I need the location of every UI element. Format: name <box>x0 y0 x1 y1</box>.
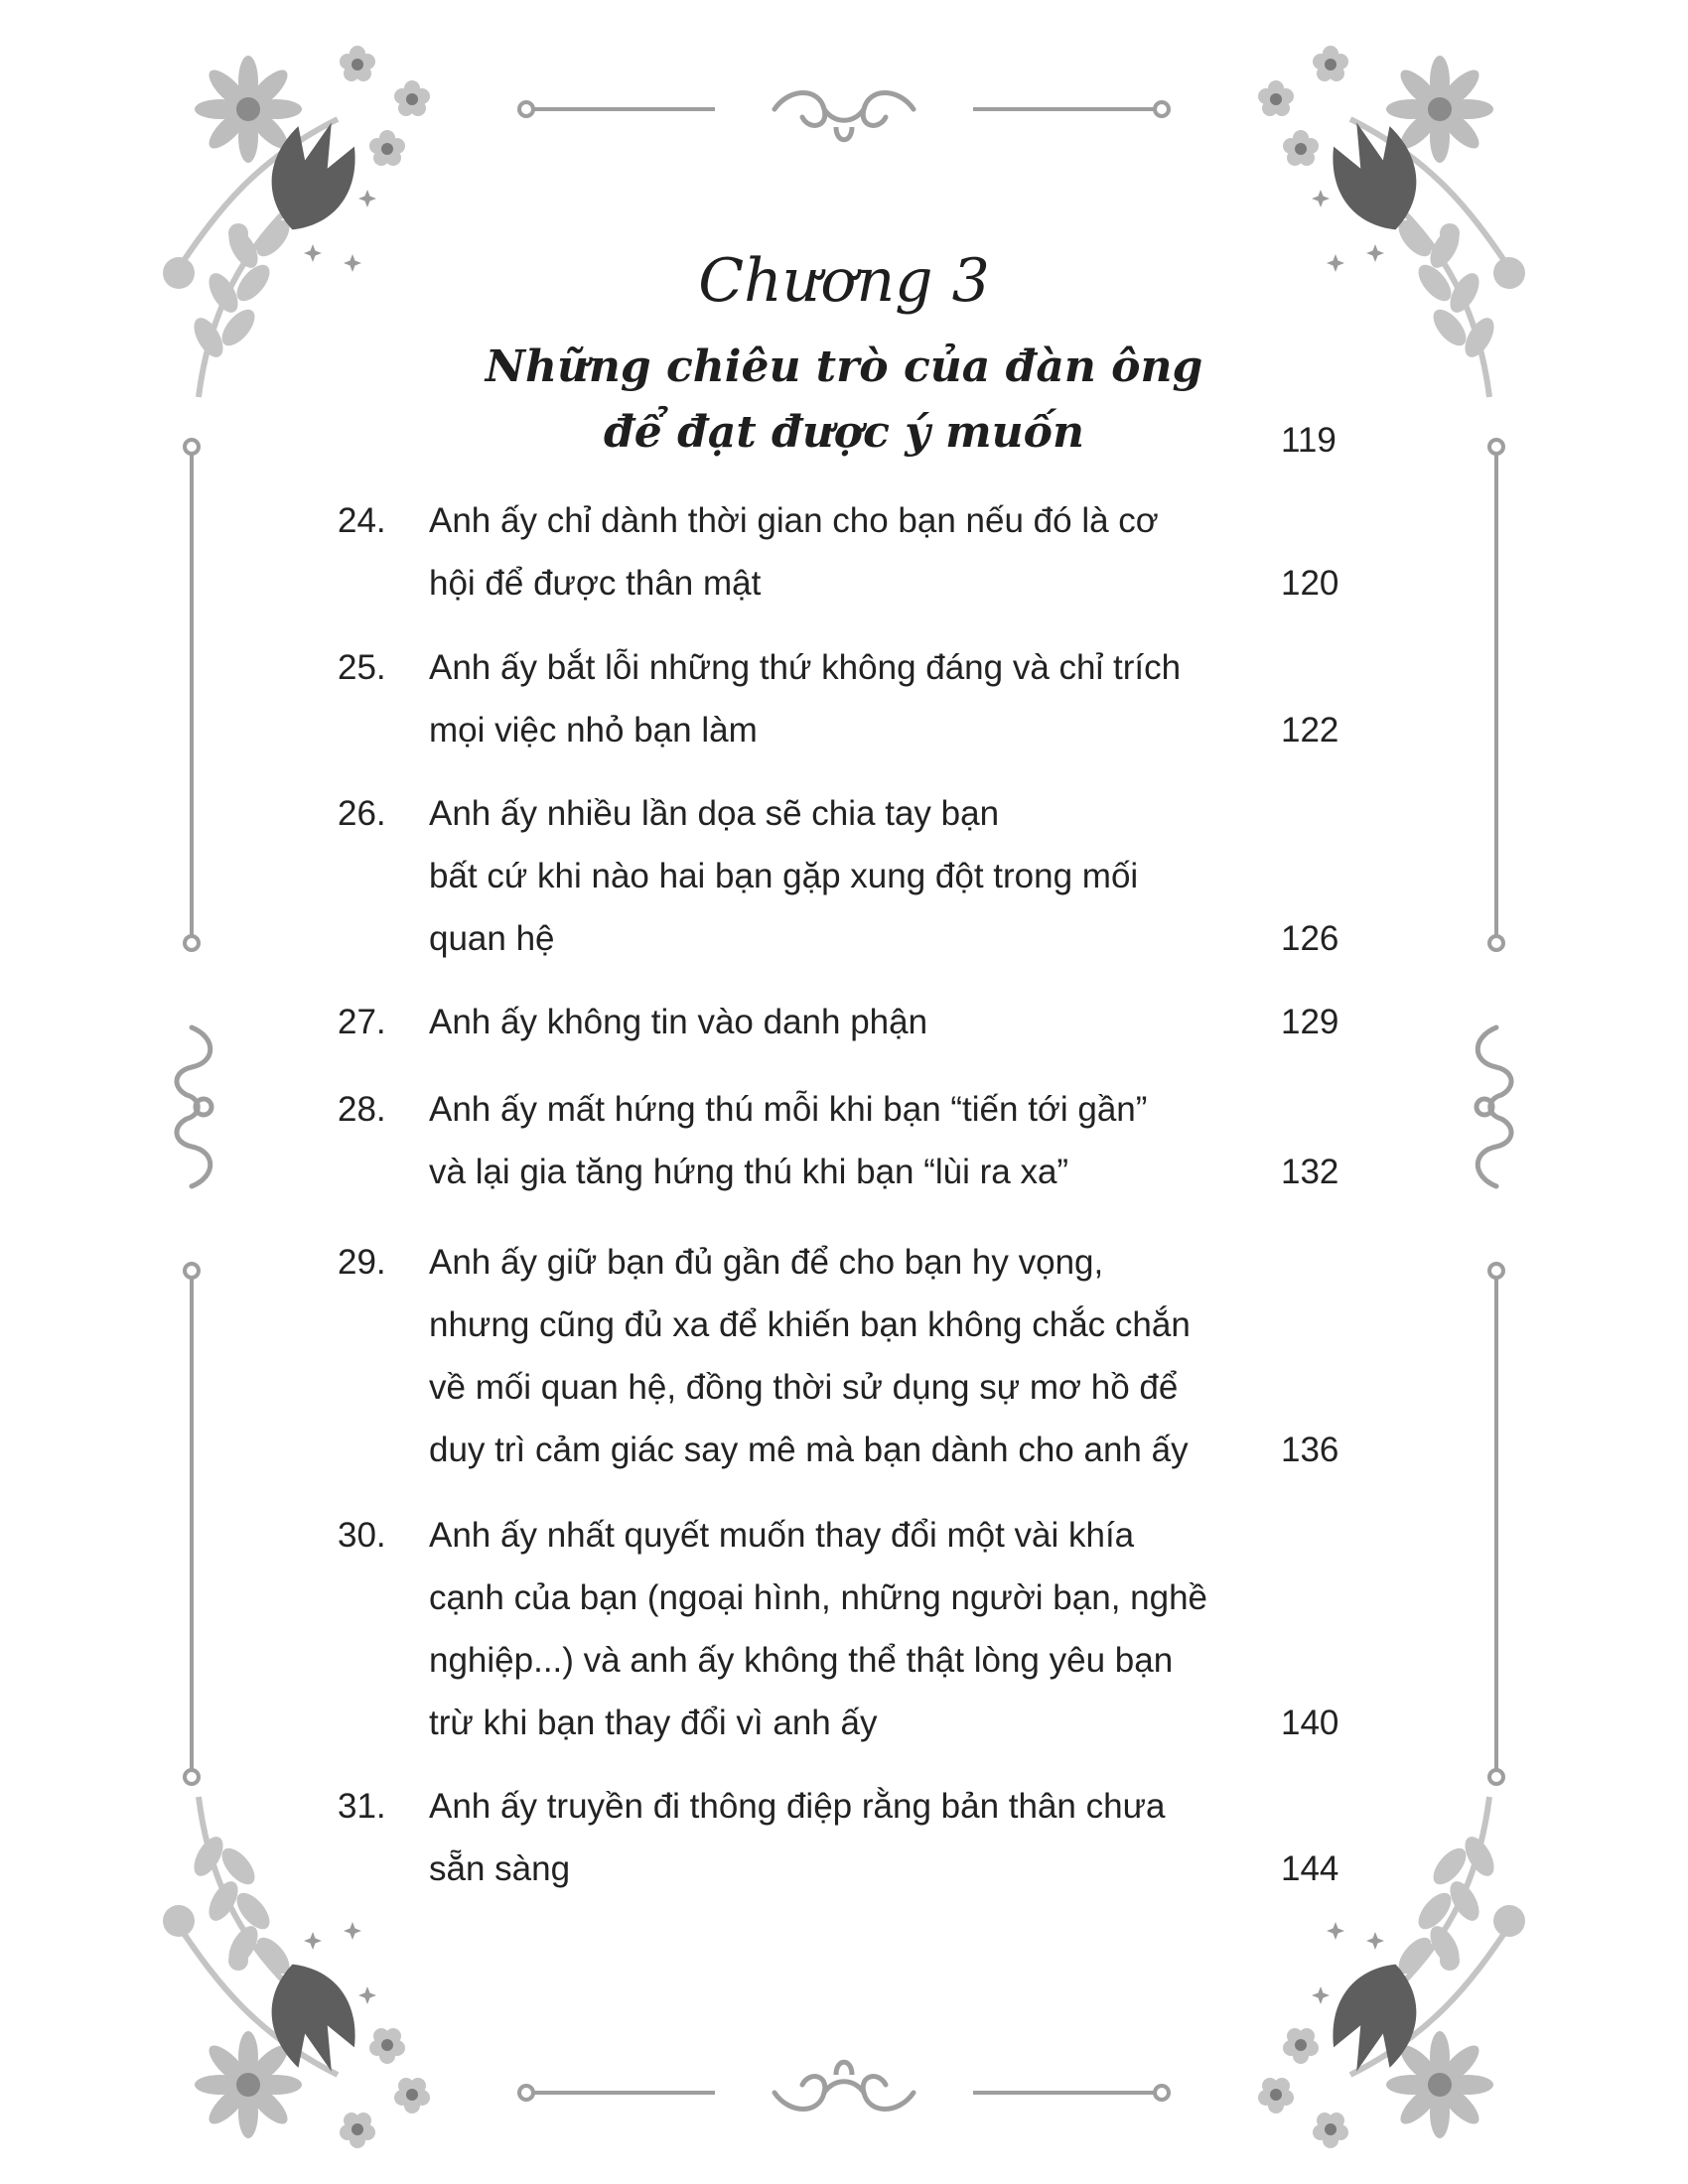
toc-entry-page-number: 129 <box>1281 1003 1339 1041</box>
toc-entry-number: 28. <box>338 1090 386 1129</box>
toc-entry-text-line: Anh ấy không tin vào danh phận <box>429 1003 928 1041</box>
toc-entry-number: 31. <box>338 1787 386 1826</box>
chapter-label: Chương 3 <box>698 246 990 316</box>
toc-entry-text-line: bất cứ khi nào hai bạn gặp xung đột trong mối <box>429 857 1139 895</box>
toc-entry-text-line: Anh ấy mất hứng thú mỗi khi bạn “tiến tới gần” <box>429 1090 1148 1129</box>
toc-entry-page-number: 144 <box>1281 1849 1339 1888</box>
toc-entry-page-number: 136 <box>1281 1431 1339 1469</box>
toc-entry-text-line: hội để được thân mật <box>429 564 762 603</box>
toc-entry-text-line: cạnh của bạn (ngoại hình, những người bạn, nghề <box>429 1578 1208 1617</box>
toc-entry-text-line: về mối quan hệ, đồng thời sử dụng sự mơ hồ để <box>429 1368 1179 1407</box>
right-side-ornament-icon <box>1477 440 1511 1784</box>
corner-flower-bottom-left-icon <box>163 1797 430 2148</box>
toc-entry-number: 25. <box>338 648 386 687</box>
toc-entry-number: 26. <box>338 794 386 833</box>
toc-entry-text-line: và lại gia tăng hứng thú khi bạn “lùi ra xa” <box>429 1153 1069 1191</box>
toc-entry-text-line: sẵn sàng <box>429 1849 571 1888</box>
bottom-ornament-rule-icon <box>519 2062 1169 2109</box>
toc-entry-text-line: Anh ấy giữ bạn đủ gần để cho bạn hy vọng, <box>429 1243 1104 1282</box>
toc-entry-text-line: Anh ấy nhiều lần dọa sẽ chia tay bạn <box>429 794 1000 833</box>
toc-entry-page-number: 132 <box>1281 1153 1339 1191</box>
toc-entry-text-line: quan hệ <box>429 919 555 958</box>
toc-entry-page-number: 140 <box>1281 1704 1339 1742</box>
toc-entry-text-line: Anh ấy bắt lỗi những thứ không đáng và chỉ trích <box>429 648 1182 687</box>
toc-entry-number: 24. <box>338 501 386 540</box>
top-ornament-rule-icon <box>519 93 1169 140</box>
toc-entry-page-number: 126 <box>1281 919 1339 958</box>
toc-entry-page-number: 120 <box>1281 564 1339 603</box>
toc-entry-number: 30. <box>338 1516 386 1555</box>
toc-entry-text-line: trừ khi bạn thay đổi vì anh ấy <box>429 1704 878 1742</box>
toc-entry-number: 27. <box>338 1003 386 1041</box>
toc-entry-text-line: nghiệp...) và anh ấy không thể thật lòng yêu bạn <box>429 1641 1174 1680</box>
chapter-page-number: 119 <box>1281 421 1336 460</box>
toc-entry-text-line: Anh ấy chỉ dành thời gian cho bạn nếu đó là cơ <box>429 501 1159 540</box>
toc-entry-text-line: mọi việc nhỏ bạn làm <box>429 711 758 750</box>
toc-entry-number: 29. <box>338 1243 386 1282</box>
chapter-title-line-1: Những chiêu trò của đàn ông <box>485 341 1203 392</box>
toc-entry-text-line: duy trì cảm giác say mê mà bạn dành cho anh ấy <box>429 1431 1189 1469</box>
left-side-ornament-icon <box>177 440 211 1784</box>
chapter-title-line-2: để đạt được ý muốn <box>604 407 1084 458</box>
toc-entry-text-line: Anh ấy nhất quyết muốn thay đổi một vài khía <box>429 1516 1135 1555</box>
toc-entry-page-number: 122 <box>1281 711 1339 750</box>
toc-entry-text-line: Anh ấy truyền đi thông điệp rằng bản thân chưa <box>429 1787 1166 1826</box>
toc-entry-text-line: nhưng cũng đủ xa để khiến bạn không chắc chắn <box>429 1305 1191 1344</box>
